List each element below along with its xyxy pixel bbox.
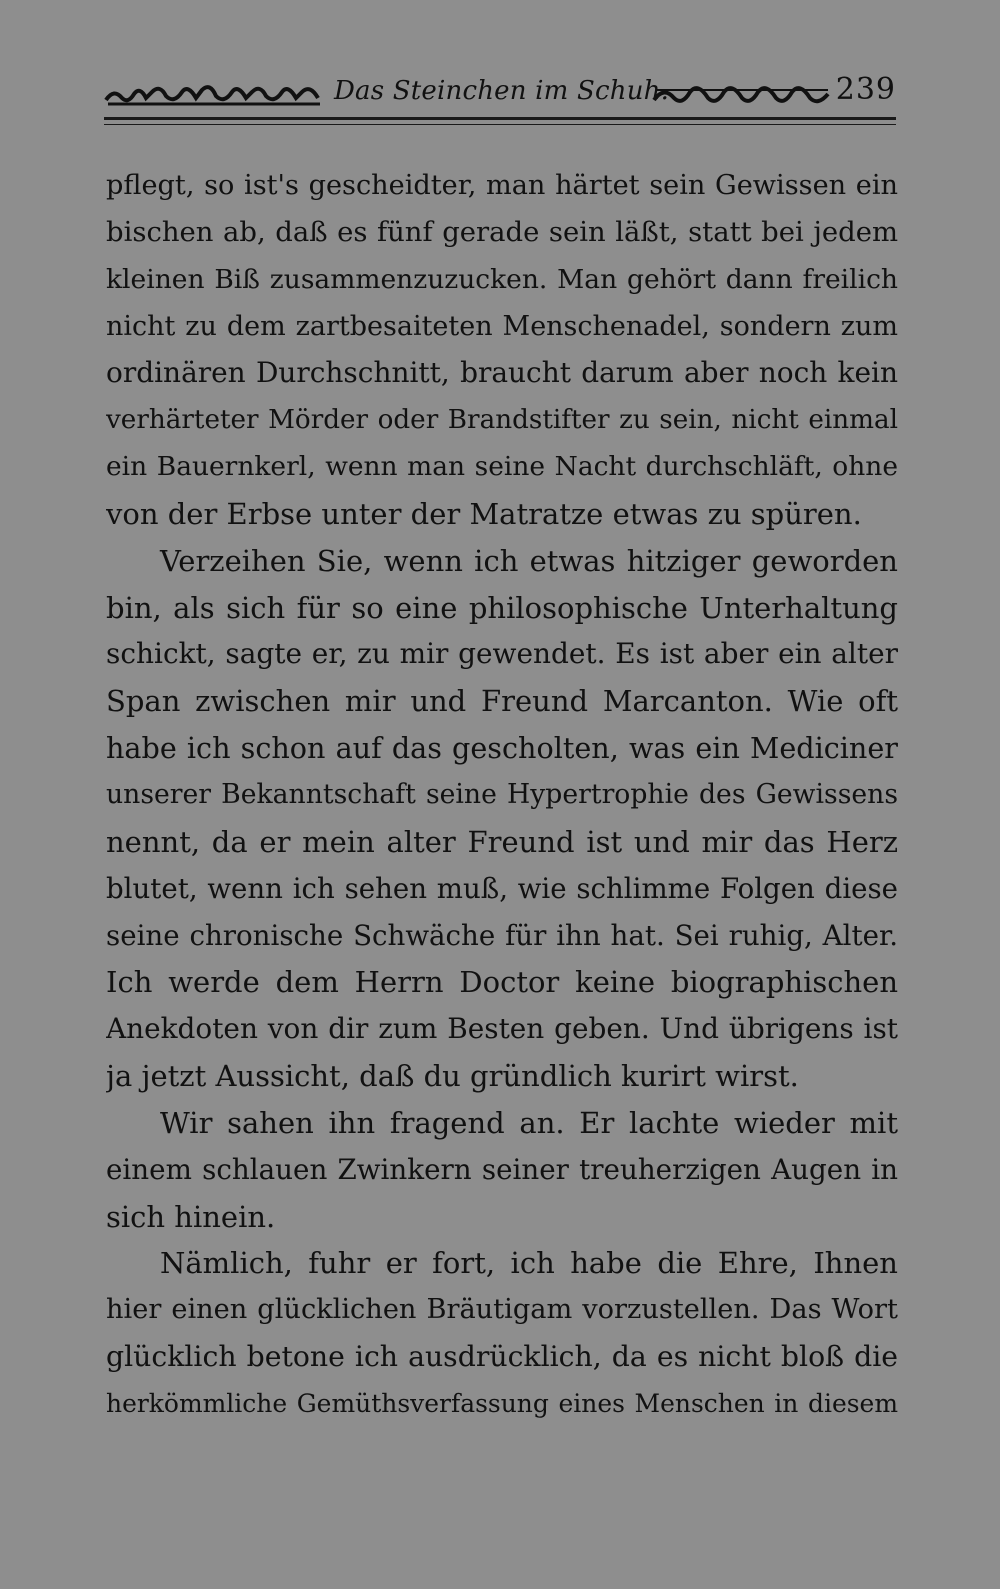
left-ornament-decoration — [104, 78, 324, 108]
body-text — [106, 163, 898, 1428]
header-rule-thin — [104, 124, 896, 125]
text-line: verhärteter Mörder oder Brandstifter zu sein, nicht einmal — [106, 405, 898, 436]
text-line: herkömmliche Gemüthsverfassung eines Menschen in diesem — [106, 1388, 898, 1418]
text-line: blutet, wenn ich sehen muß, wie schlimme Folgen diese — [106, 871, 898, 905]
text-line: nennt, da er mein alter Freund ist und mir das Herz — [106, 824, 898, 859]
text-line: sich hinein. — [106, 1199, 276, 1234]
text-line: Ich werde dem Herrn Doctor keine biographischen — [106, 965, 898, 1000]
text-line: bin, als sich für so eine philosophische Unterhaltung — [106, 590, 898, 625]
text-line: pflegt, so ist's gescheidter, man härtet sein Gewissen ein — [106, 170, 898, 201]
page-number: 239 — [835, 72, 896, 107]
running-title: Das Steinchen im Schuh. — [334, 76, 670, 106]
text-line: Wir sahen ihn fragend an. Er lachte wieder mit — [160, 1105, 898, 1140]
text-line: ordinären Durchschnitt, braucht darum aber noch kein — [106, 356, 898, 390]
text-line: Anekdoten von dir zum Besten geben. Und übrigens ist — [106, 1012, 898, 1046]
text-line: habe ich schon auf das gescholten, was ein Mediciner — [106, 731, 898, 766]
text-line: Verzeihen Sie, wenn ich etwas hitziger geworden — [160, 543, 898, 578]
text-line: bischen ab, daß es fünf gerade sein läßt, statt bei jedem — [106, 216, 898, 248]
text-line: ein Bauernkerl, wenn man seine Nacht durchschläft, ohne — [106, 451, 898, 483]
text-line: Span zwischen mir und Freund Marcanton. Wie oft — [106, 684, 898, 719]
text-line: unserer Bekanntschaft seine Hypertrophie des Gewissens — [106, 778, 898, 810]
text-line: schickt, sagte er, zu mir gewendet. Es ist aber ein alter — [106, 637, 898, 671]
header-rule-thick — [104, 117, 896, 120]
text-line: Nämlich, fuhr er fort, ich habe die Ehre, Ihnen — [160, 1246, 898, 1281]
text-line: ja jetzt Aussicht, daß du gründlich kurirt wirst. — [106, 1059, 799, 1094]
text-line: kleinen Biß zusammenzuzucken. Man gehört dann freilich — [106, 263, 898, 295]
page-header — [104, 70, 896, 114]
text-line: von der Erbse unter der Matratze etwas zu spüren. — [106, 496, 862, 531]
text-line: hier einen glücklichen Bräutigam vorzustellen. Das Wort — [106, 1294, 898, 1326]
right-ornament-decoration — [652, 78, 832, 108]
text-line: nicht zu dem zartbesaiteten Menschenadel, sondern zum — [106, 310, 898, 342]
text-line: einem schlauen Zwinkern seiner treuherzigen Augen in — [106, 1152, 898, 1186]
text-line: seine chronische Schwäche für ihn hat. Sei ruhig, Alter. — [106, 918, 898, 952]
text-line: glücklich betone ich ausdrücklich, da es nicht bloß die — [106, 1340, 898, 1374]
